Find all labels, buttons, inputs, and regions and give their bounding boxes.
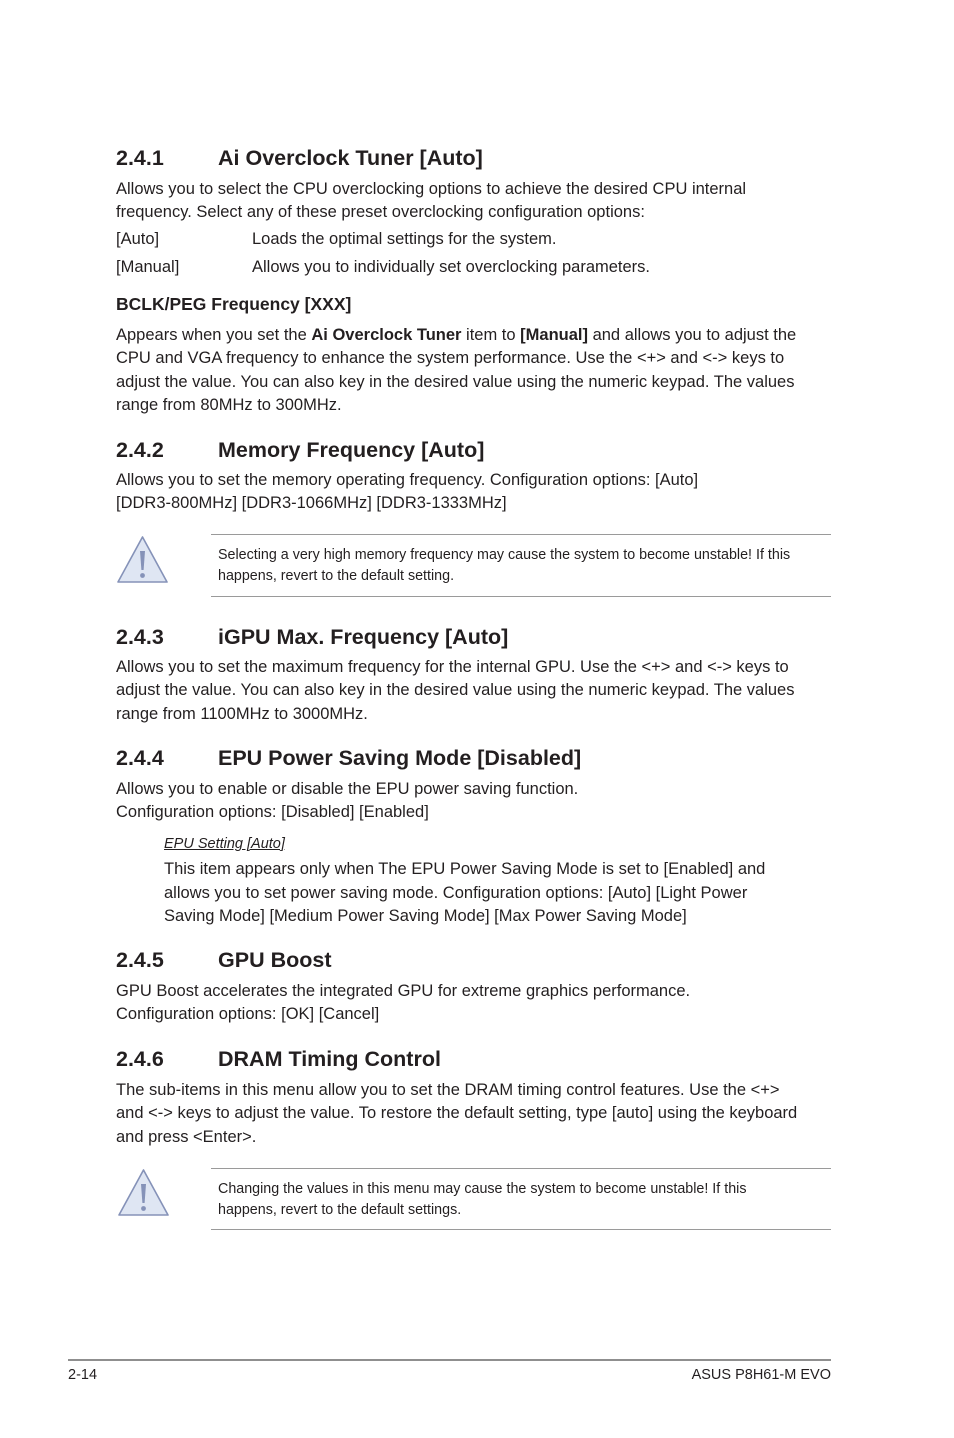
body-line: Configuration options: [Disabled] [Enabled] xyxy=(116,803,429,822)
section-body-2-4-6 xyxy=(116,1079,836,1149)
sub-item-label: EPU Setting [Auto] xyxy=(164,836,285,852)
section-title: Ai Overclock Tuner [Auto] xyxy=(218,146,483,170)
body-line: [DDR3-800MHz] [DDR3-1066MHz] [DDR3-1333MHz] xyxy=(116,494,507,513)
bclk-body xyxy=(116,324,836,417)
body-line: Configuration options: [OK] [Cancel] xyxy=(116,1005,380,1024)
note-box-dram xyxy=(211,1168,831,1230)
body-line: This item appears only when The EPU Power Saving Mode is set to [Enabled] and xyxy=(164,860,766,878)
footer-rule xyxy=(68,1359,831,1361)
text-run: and allows you to adjust the xyxy=(588,326,797,344)
option-key: [Auto] xyxy=(116,230,160,248)
bold-term: [Manual] xyxy=(520,326,588,344)
note-text xyxy=(218,545,790,587)
section-body-2-4-2 xyxy=(116,469,836,516)
section-title: iGPU Max. Frequency [Auto] xyxy=(218,625,509,649)
subheading-bclk: BCLK/PEG Frequency [XXX] xyxy=(116,294,352,314)
section-body-2-4-3 xyxy=(116,656,836,726)
section-title: DRAM Timing Control xyxy=(218,1047,441,1071)
note-line: Changing the values in this menu may cause the system to become unstable! If this xyxy=(218,1181,747,1197)
section-title: Memory Frequency [Auto] xyxy=(218,438,485,462)
body-line: and <-> keys to adjust the value. To restore the default setting, type [auto] using the keyboard xyxy=(116,1104,798,1123)
section-body-2-4-1 xyxy=(116,178,836,225)
body-line: Allows you to select the CPU overclocking options to achieve the desired CPU internal xyxy=(116,180,747,198)
section-number: 2.4.6 xyxy=(116,1047,164,1071)
option-key: [Manual] xyxy=(116,258,180,276)
section-body-2-4-5 xyxy=(116,980,836,1027)
section-body-2-4-4 xyxy=(116,778,836,825)
text-run: item to xyxy=(461,326,521,344)
product-name: ASUS P8H61-M EVO xyxy=(691,1367,831,1383)
option-desc: Allows you to individually set overclocking parameters. xyxy=(252,258,651,276)
text-run: Appears when you set the xyxy=(116,326,312,344)
note-box-memory xyxy=(211,534,831,597)
option-desc: Loads the optimal settings for the system. xyxy=(252,230,557,248)
note-line: happens, revert to the default settings. xyxy=(218,1202,462,1218)
section-number: 2.4.2 xyxy=(116,438,164,462)
body-line: range from 1100MHz to 3000MHz. xyxy=(116,704,368,723)
body-line: allows you to set power saving mode. Configuration options: [Auto] [Light Power xyxy=(164,883,748,902)
body-line: Saving Mode] [Medium Power Saving Mode] [Max Power Saving Mode] xyxy=(164,907,687,925)
section-title: GPU Boost xyxy=(218,948,332,972)
section-number: 2.4.5 xyxy=(116,948,164,972)
sub-item-body xyxy=(164,858,824,929)
page-number: 2-14 xyxy=(68,1367,98,1383)
warning-triangle-icon xyxy=(116,1167,171,1219)
body-line: The sub-items in this menu allow you to set the DRAM timing control features. Use the <+> xyxy=(116,1081,780,1099)
section-number: 2.4.1 xyxy=(116,146,164,170)
body-line: adjust the value. You can also key in the desired value using the numeric keypad. The values xyxy=(116,372,795,391)
body-line: Allows you to enable or disable the EPU power saving function. xyxy=(116,780,579,798)
note-text xyxy=(218,1179,746,1221)
body-line: adjust the value. You can also key in the desired value using the numeric keypad. The values xyxy=(116,681,795,700)
body-line: range from 80MHz to 300MHz. xyxy=(116,395,342,414)
body-line xyxy=(116,324,836,347)
body-line: CPU and VGA frequency to enhance the system performance. Use the <+> and <-> keys to xyxy=(116,349,785,368)
body-line: frequency. Select any of these preset overclocking configuration options: xyxy=(116,203,645,222)
body-line: and press <Enter>. xyxy=(116,1127,257,1146)
body-line: GPU Boost accelerates the integrated GPU for extreme graphics performance. xyxy=(116,982,691,1000)
section-number: 2.4.3 xyxy=(116,625,164,649)
note-line: happens, revert to the default setting. xyxy=(218,568,455,584)
body-line: Allows you to set the maximum frequency for the internal GPU. Use the <+> and <-> keys to xyxy=(116,658,789,676)
section-title: EPU Power Saving Mode [Disabled] xyxy=(218,746,582,770)
warning-triangle-icon xyxy=(115,534,170,586)
body-line: Allows you to set the memory operating frequency. Configuration options: [Auto] xyxy=(116,471,699,489)
section-number: 2.4.4 xyxy=(116,746,164,770)
note-line: Selecting a very high memory frequency may cause the system to become unstable! If this xyxy=(218,547,791,563)
bold-term: Ai Overclock Tuner xyxy=(311,326,462,344)
